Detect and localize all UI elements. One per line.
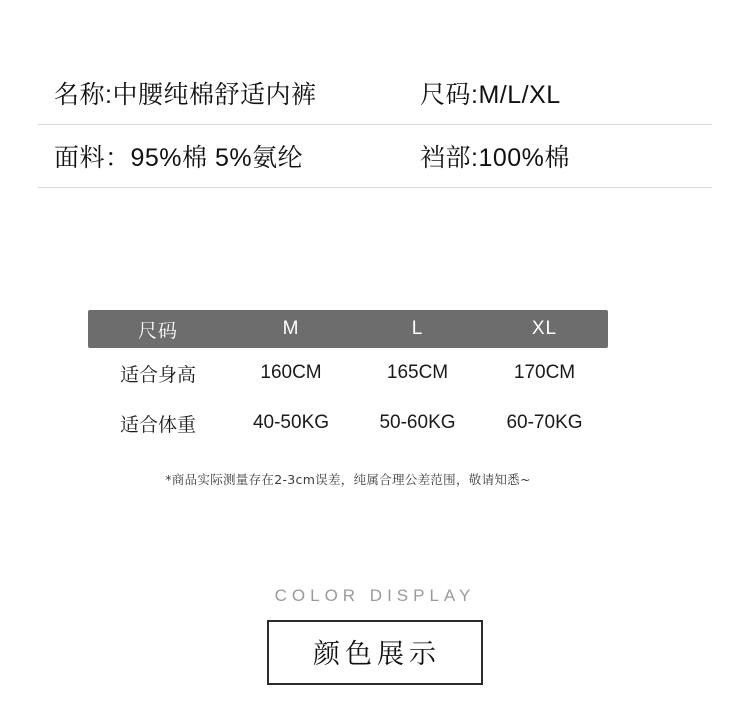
spec-size: 尺码:M/L/XL xyxy=(420,81,561,109)
spec-fabric: 面料：95%棉 5%氨纶 xyxy=(54,144,304,172)
spec-row xyxy=(38,62,712,125)
spec-name: 名称:中腰纯棉舒适内裤 xyxy=(54,81,317,109)
weight-l: 50-60KG xyxy=(379,412,456,433)
size-table-header-label: 尺码 xyxy=(137,320,178,342)
row-label-weight: 适合体重 xyxy=(119,414,196,436)
row-label-height: 适合身高 xyxy=(119,364,196,386)
table-row xyxy=(88,398,608,448)
size-table-header-row xyxy=(88,310,608,348)
specification-block xyxy=(38,62,712,188)
color-display-english-title: COLOR DISPLAY xyxy=(274,586,476,605)
size-table-header-xl: XL xyxy=(531,318,558,339)
size-table-body xyxy=(88,348,608,448)
weight-xl: 60-70KG xyxy=(506,412,583,433)
size-table-note: *商品实际测量存在2-3cm误差，纯属合理公差范围，敬请知悉~ xyxy=(165,472,531,487)
weight-m: 40-50KG xyxy=(252,412,330,433)
color-display-chinese-title: 颜色展示 xyxy=(313,639,441,669)
size-table xyxy=(88,310,608,448)
color-display-box xyxy=(267,620,483,685)
height-l: 165CM xyxy=(386,362,449,383)
size-table-header-l: L xyxy=(411,318,424,339)
color-display-section xyxy=(0,586,750,685)
table-row xyxy=(88,348,608,398)
height-xl: 170CM xyxy=(513,362,576,383)
spec-crotch: 裆部:100%棉 xyxy=(420,144,570,172)
spec-row xyxy=(38,125,712,188)
height-m: 160CM xyxy=(260,362,322,383)
size-table-header-m: M xyxy=(282,318,300,339)
